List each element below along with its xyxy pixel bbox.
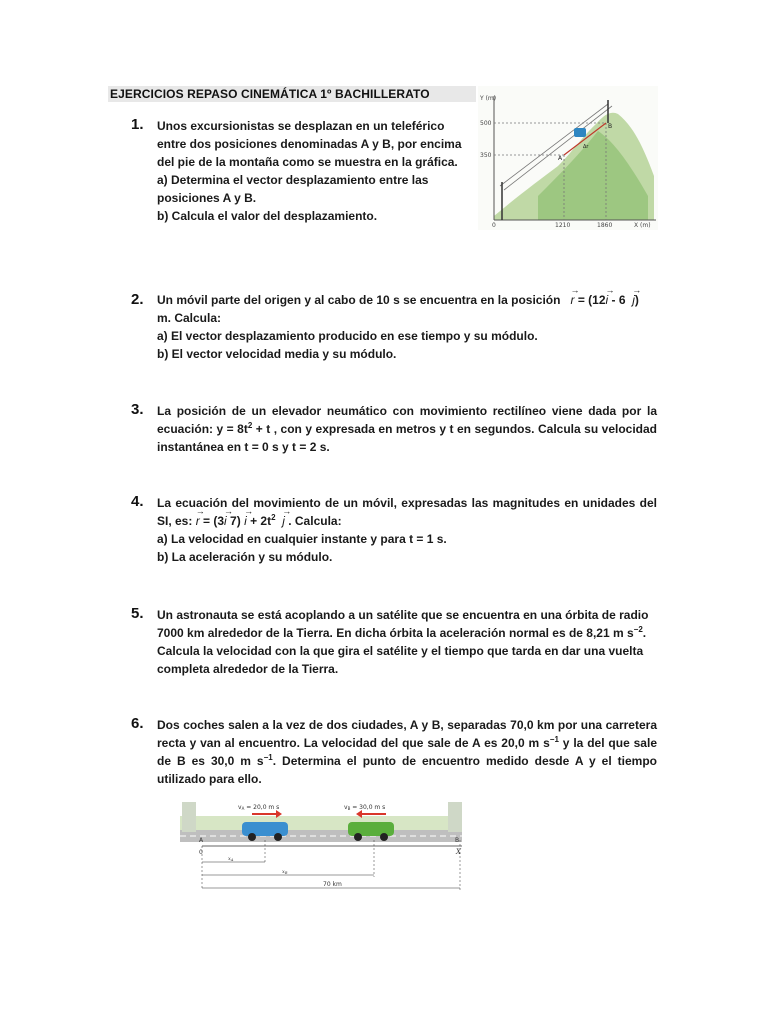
exercise-3-number: 3. (131, 401, 144, 418)
x-axis-label: X (456, 848, 461, 856)
x-tick-1860: 1860 (597, 222, 613, 229)
exercise-4-line-3: a) La velocidad en cualquier instante y para t = 1 s. (157, 532, 447, 546)
exercise-5-line-2 (157, 624, 657, 642)
exercise-2-line-1-prefix: Un móvil parte del origen y al cabo de 10 s se encuentra en la posición (157, 293, 561, 307)
city-a-label: A (199, 837, 204, 844)
exercise-2-line-3: a) El vector desplazamiento producido en ese tiempo y su módulo. (157, 329, 538, 343)
exercise-5-line-4: completa alrededor de la Tierra. (157, 662, 339, 676)
cable-car-icon (574, 128, 586, 137)
exercise-1-line-4: a) Determina el vector desplazamiento entre las (157, 173, 429, 187)
exercise-1-number: 1. (131, 116, 144, 133)
point-b-label: B (608, 123, 613, 130)
exercise-5-number: 5. (131, 605, 144, 622)
exercise-4-line-2-e: . Calcula: (284, 514, 342, 528)
x-tick-0: 0 (492, 222, 496, 229)
xb-label: $x_B$ (282, 869, 288, 875)
unit-i: → i (606, 291, 609, 309)
exercise-2-line-4: b) El vector velocidad media y su módulo. (157, 347, 397, 361)
exercise-5-sup: −2 (633, 625, 643, 634)
exercise-1-line-5: posiciones A y B. (157, 191, 257, 205)
exercise-1-line-2: entre dos posiciones denominadas A y B, por encima (157, 137, 462, 151)
vector-r: → r (196, 512, 200, 530)
y-tick-500: 500 (480, 120, 492, 127)
exercise-3-sup: 2 (247, 421, 253, 430)
exercise-4-text (157, 494, 657, 566)
y-tick-350: 350 (480, 152, 492, 159)
exercise-1-line-6: b) Calcula el valor del desplazamiento. (157, 209, 378, 223)
exercise-4-line-2-a: SI, es: (157, 514, 196, 528)
exercise-6-line-1: Dos coches salen a la vez de dos ciudades, A y B, separadas 70,0 km por una carretera (157, 718, 657, 732)
cable-car-figure (478, 86, 658, 230)
exercise-6-line-2-a: recta y van al encuentro. La velocidad del que sale de A es 20,0 m s (157, 736, 550, 750)
exercise-4-number: 4. (131, 493, 144, 510)
exercise-2-number: 2. (131, 291, 144, 308)
exercise-5-line-3: Calcula la velocidad con la que gira el satélite y el tiempo que tarda en dar una vuelta (157, 644, 644, 658)
exercise-5-line-1: Un astronauta se está acoplando a un satélite que se encuentra en una órbita de radio (157, 608, 649, 622)
exercise-4-sup: 2 (271, 513, 276, 522)
exercise-6-line-4: utilizado para ello. (157, 772, 262, 786)
point-a-label: A (558, 155, 563, 162)
exercise-6-number: 6. (131, 715, 144, 732)
two-cars-figure (180, 800, 462, 892)
eq-mid: - 6 (608, 293, 626, 307)
city-b-label: B (455, 837, 460, 844)
x-tick-1210: 1210 (555, 222, 571, 229)
unit-i: → i (244, 512, 247, 530)
exercise-6-line-3-a: de B es 30,0 m s (157, 754, 264, 768)
exercise-4-line-4: b) La aceleración y su módulo. (157, 550, 333, 564)
car-a-icon (242, 822, 288, 836)
exercise-3-line-3: instantánea en t = 0 s y t = 2 s. (157, 440, 330, 454)
exercise-6-line-3-b: . Determina el punto de encuentro medido desde A y el tiempo (272, 754, 657, 768)
exercise-5-line-2-b: . (642, 626, 647, 640)
exercise-6-text (157, 716, 657, 788)
page-title: EJERCICIOS REPASO CINEMÁTICA 1º BACHILLERATO (110, 87, 430, 101)
exercise-4-line-2-b: = (3 (199, 514, 225, 528)
exercise-1-line-1: Unos excursionistas se desplazan en un teleférico (157, 119, 445, 133)
displacement-label: Δr (583, 144, 589, 150)
velocity-a-label: vA = 20,0 m s (238, 804, 280, 811)
exercise-2-line-1 (157, 291, 657, 309)
unit-i: → i (224, 512, 227, 530)
exercise-5-line-2-a: 7000 km alrededor de la Tierra. En dicha órbita la aceleración normal es de 8,21 m s (157, 626, 634, 640)
exercise-2-line-2: m. Calcula: (157, 311, 222, 325)
exercise-6-line-3 (157, 752, 657, 770)
exercise-3-text (157, 402, 657, 456)
exercise-3-line-2-b: + t , con y expresada en metros y t en segundos. Calcula su velocidad (252, 422, 658, 436)
eq-open: = (12 (577, 293, 606, 307)
exercise-4-line-2-c: 7) (226, 514, 245, 528)
exercise-5-text (157, 606, 657, 678)
exercise-4-line-2 (157, 512, 657, 530)
y-axis-label: Y (m) (480, 95, 497, 102)
velocity-b-label: vB = 30,0 m s (344, 804, 386, 811)
exercise-2-text (157, 291, 657, 363)
exercise-4-line-1: La ecuación del movimiento de un móvil, expresadas las magnitudes en unidades del (157, 496, 657, 510)
exercise-4-line-2-d: + 2t (246, 514, 272, 528)
exercise-6-sup-2: −1 (263, 753, 273, 762)
exercise-3-line-2 (157, 420, 657, 438)
exercise-6-line-2-b: y la del que sale (558, 736, 657, 750)
origin-label: 0 (199, 849, 203, 856)
exercise-1-text (157, 117, 472, 225)
unit-j: → j (632, 291, 635, 309)
exercise-3-line-1: La posición de un elevador neumático con movimiento rectilíneo viene dada por la (157, 404, 657, 418)
car-b-icon (348, 822, 394, 836)
vector-r: → r (570, 291, 574, 309)
x-axis-label: X (m) (634, 222, 651, 229)
unit-j: → j (282, 512, 285, 530)
exercise-3-line-2-a: ecuación: y = 8t (157, 422, 248, 436)
exercise-6-line-2 (157, 734, 657, 752)
exercise-6-sup-1: −1 (549, 735, 559, 744)
exercise-1-line-3: del pie de la montaña como se muestra en la gráfica. (157, 155, 458, 169)
xa-label: $x_A$ (228, 856, 234, 862)
eq-close: ) (634, 293, 639, 307)
distance-label: 70 km (323, 881, 342, 888)
